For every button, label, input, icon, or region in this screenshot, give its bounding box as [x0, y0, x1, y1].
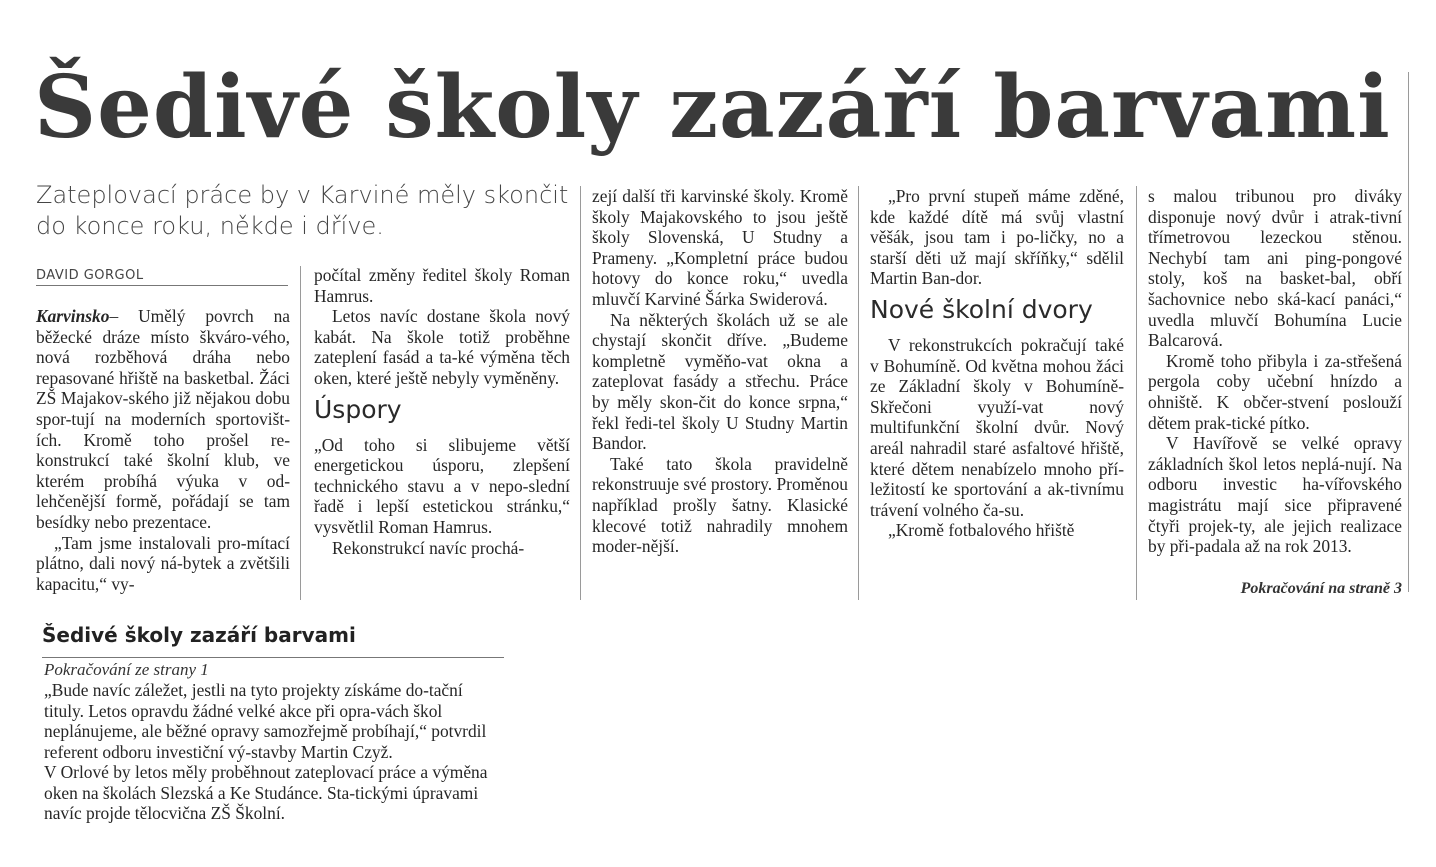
paragraph: „Kromě fotbalového hřiště: [888, 520, 1075, 541]
paragraph: Letos navíc dostane škola nový kabát. Na škole totiž proběhne zateplení fasád a ta-ké výměna těch oken, které ještě nebyly vyměněny.: [314, 306, 570, 388]
paragraph: Na některých školách už se ale chystají skončit dříve. „Budeme kompletně vyměňo-vat okna a zateplovat fasády a střechu. Práce by měly skon-čit do konce srpna,“ řekl ředi-tel školy U Studny Martin Bandor.: [592, 309, 848, 454]
paragraph: „Od toho si slibujeme větší energetickou úsporu, zlepšení technického stavu a v nepo-slední řadě i lepší estetickou stránku,“ vysvětlil Roman Hamrus.: [314, 434, 570, 537]
column-rule: [1136, 186, 1137, 600]
column-rule: [580, 186, 581, 600]
subheading: Úspory: [314, 394, 402, 424]
column-5: [1148, 186, 1402, 557]
paragraph: „Bude navíc záležet, jestli na tyto projekty získáme do-tační tituly. Letos opravdu žádné velké akce při opra-vách škol neplánujeme, ale běžné opravy samozřejmě probíhají,“ potvrdil referent odboru investiční vý-stavby Martin Czyž.: [44, 680, 487, 762]
continuation-rule: [42, 657, 504, 658]
column-1: [36, 306, 290, 594]
paragraph: „Pro první stupeň máme zděné, kde každé dítě má svůj vlastní věšák, jsou tam i po-ličky, no a starší děti už mají skříňky,“ sdělil Martin Ban-dor.: [870, 186, 1124, 289]
paragraph: Rekonstrukcí navíc prochá-: [332, 537, 525, 558]
continued-on-page: Pokračování na straně 3: [1240, 580, 1402, 597]
paragraph: V rekonstrukcích pokračují také v Bohumíně. Od května mohou žáci ze Základní školy v Bohumíně-Skřečoni využí-vat nový multifunkční školní dvůr. Nový areál nahradil staré asfaltové hřiště, které dětem nenabízelo mnoho pří-ležitostí ke sportování a ak-tivnímu trávení volného ča-su.: [870, 334, 1124, 520]
column-rule: [858, 186, 859, 600]
column-4: [870, 186, 1124, 541]
paragraph: – Umělý povrch na běžecké dráze místo škváro-vého, nová rozběhová dráha nebo repasované hřiště na basketbal. Žáci ZŠ Majakov-ského již nějakou dobu spor-tují na moderních sportovišt-ích. Kromě toho prošel re-konstrukcí také školní klub, ve kterém probíhá výuka v od-lehčenější formě, pořádají se tam besídky nebo prezentace.: [36, 306, 290, 532]
paragraph: počítal změny ředitel školy Roman Hamrus.: [314, 265, 570, 306]
continuation-body: [44, 680, 504, 824]
byline: DAVID GORGOL: [36, 268, 288, 286]
paragraph: s malou tribunou pro diváky disponuje nový dvůr i atrak-tivní třímetrovou lezeckou stěnou. Nechybí tam ani ping-pongové stoly, koš na basket-bal, obří šachovnice nebo ská-kací panáci,“ uvedla mluvčí Bohumína Lucie Balcarová.: [1148, 186, 1402, 351]
continued-from-page: Pokračování ze strany 1: [44, 660, 209, 679]
paragraph: Kromě toho přibyla i za-střešená pergola coby učební hnízdo a ohniště. K občer-stvení poslouží dětem prak-tické pítko.: [1148, 350, 1402, 433]
paragraph: Také tato škola pravidelně rekonstruuje své prostory. Proměnou například prošly šatny. Klasické klecové totiž nahradily mnohem moder-nější.: [592, 453, 848, 557]
paragraph: V Havířově se velké opravy základních škol letos neplá-nují. Na odboru investic ha-vířovského magistrátu mají sice připravené čtyři projek-ty, ale jejich realizace by při-padala až na rok 2013.: [1148, 433, 1402, 557]
paragraph: „Tam jsme instalovali pro-mítací plátno, dali nový ná-bytek a zvětšili kapacitu,“ vy-: [36, 532, 290, 594]
deck: Zateplovací práce by v Karviné měly skončit do konce roku, někde i dříve.: [36, 181, 569, 240]
column-rule: [1408, 72, 1409, 592]
dateline: Karvinsko: [36, 306, 110, 326]
paragraph: V Orlové by letos měly proběhnout zateplovací práce a výměna oken na školách Slezská a Ke Studánce. Sta-tickými úpravami navíc projde tělocvična ZŠ Školní.: [44, 762, 488, 823]
headline: Šedivé školy zazáří barvami: [34, 57, 1391, 158]
subheading: Nové školní dvory: [870, 294, 1093, 324]
column-rule: [300, 266, 301, 600]
column-2: [314, 265, 570, 558]
continuation-title: Šedivé školy zazáří barvami: [42, 623, 356, 647]
paragraph: zejí další tři karvinské školy. Kromě školy Majakovského to jsou ještě školy Slovenská, U Studny a Prameny. „Kompletní práce budou hotovy do konce roku,“ uvedla mluvčí Karviné Šárka Swiderová.: [592, 186, 848, 309]
column-3: [592, 186, 848, 557]
